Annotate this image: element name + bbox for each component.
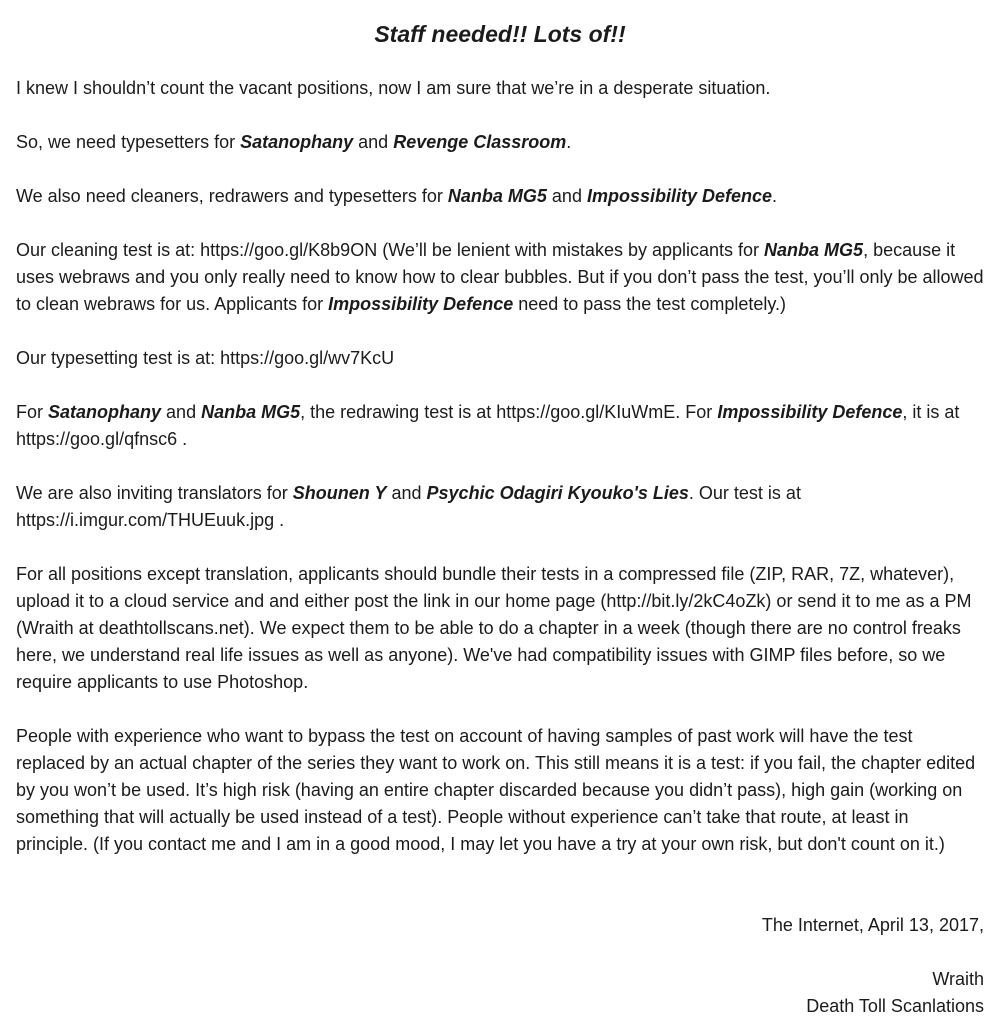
- paragraph-submission-instructions: [16, 561, 984, 696]
- signature-block: [16, 966, 984, 1020]
- series-title: Impossibility Defence: [717, 402, 903, 422]
- signature-name: Wraith: [932, 969, 984, 989]
- paragraph-redrawing-test: [16, 399, 984, 453]
- text-segment: and: [386, 483, 427, 503]
- paragraph-typesetters-needed: [16, 129, 984, 156]
- text-segment: I knew I shouldn’t count the vacant positions, now I am sure that we’re in a desperate situation.: [16, 78, 771, 98]
- text-segment: Our cleaning test is at: https://goo.gl/K8b9ON (We’ll be lenient with mistakes by applicants for: [16, 240, 765, 260]
- series-title: Revenge Classroom: [393, 132, 567, 152]
- series-title: Satanophany: [48, 402, 162, 422]
- series-title: Impossibility Defence: [328, 294, 514, 314]
- paragraph-typesetting-test: [16, 345, 984, 372]
- series-title: Nanba MG5: [201, 402, 301, 422]
- text-segment: So, we need typesetters for: [16, 132, 241, 152]
- paragraph-translators: [16, 480, 984, 534]
- signature-org: Death Toll Scanlations: [806, 996, 984, 1016]
- paragraph-intro: [16, 75, 984, 102]
- series-title: Shounen Y: [292, 483, 387, 503]
- series-title: Satanophany: [240, 132, 354, 152]
- text-segment: , the redrawing test is at https://goo.gl/KIuWmE. For: [300, 402, 718, 422]
- text-segment: Our typesetting test is at: https://goo.gl/wv7KcU: [16, 348, 395, 368]
- text-segment: need to pass the test completely.): [513, 294, 787, 314]
- paragraph-cleaning-test: [16, 237, 984, 318]
- page-title: Staff needed!! Lots of!!: [374, 21, 626, 47]
- paragraph-cleaners-needed: [16, 183, 984, 210]
- text-segment: .: [772, 186, 778, 206]
- text-segment: We are also inviting translators for: [16, 483, 293, 503]
- text-segment: For all positions except translation, applicants should bundle their tests in a compressed file (ZIP, RAR, 7Z, whatever), upload it to a cloud service and and either post the link in our home page (http://bit.ly/2kC4oZk) or send it to me as a PM (Wraith at deathtollscans.net). We expect them to be able to do a chapter in a week (though there are no control freaks here, we understand real life issues as well as anyone). We've had compatibility issues with GIMP files before, so we require applicants to use Photoshop.: [16, 564, 972, 692]
- text-segment: and: [161, 402, 202, 422]
- text-segment: People with experience who want to bypass the test on account of having samples of past work will have the test replaced by an actual chapter of the series they want to work on. This still means it is a test: if you fail, the chapter edited by you won’t be used. It’s high risk (having an entire chapter discarded because you didn’t pass), high gain (working on something that will actually be used instead of a test). People without experience can’t take that route, at least in principle. (If you contact me and I am in a good mood, I may let you have a try at your own risk, but don't count on it.): [16, 726, 976, 854]
- text-segment: , it is at https://goo.gl/qfnsc6 .: [16, 402, 960, 449]
- text-segment: For: [16, 402, 49, 422]
- series-title: Impossibility Defence: [586, 186, 773, 206]
- text-segment: , because it uses webraws and you only really need to know how to clear bubbles. But if you don’t pass the test, you’ll only be allowed to clean webraws for us. Applicants for: [16, 240, 984, 314]
- text-segment: . Our test is at https://i.imgur.com/THUEuuk.jpg .: [16, 483, 801, 530]
- series-title: Nanba MG5: [764, 240, 864, 260]
- series-title: Psychic Odagiri Kyouko's Lies: [426, 483, 689, 503]
- text-segment: .: [566, 132, 572, 152]
- text-segment: and: [546, 186, 587, 206]
- series-title: Nanba MG5: [447, 186, 547, 206]
- text-segment: and: [353, 132, 394, 152]
- paragraph-experience-bypass: [16, 723, 984, 858]
- dateline: The Internet, April 13, 2017,: [761, 915, 984, 935]
- text-segment: We also need cleaners, redrawers and typesetters for: [16, 186, 448, 206]
